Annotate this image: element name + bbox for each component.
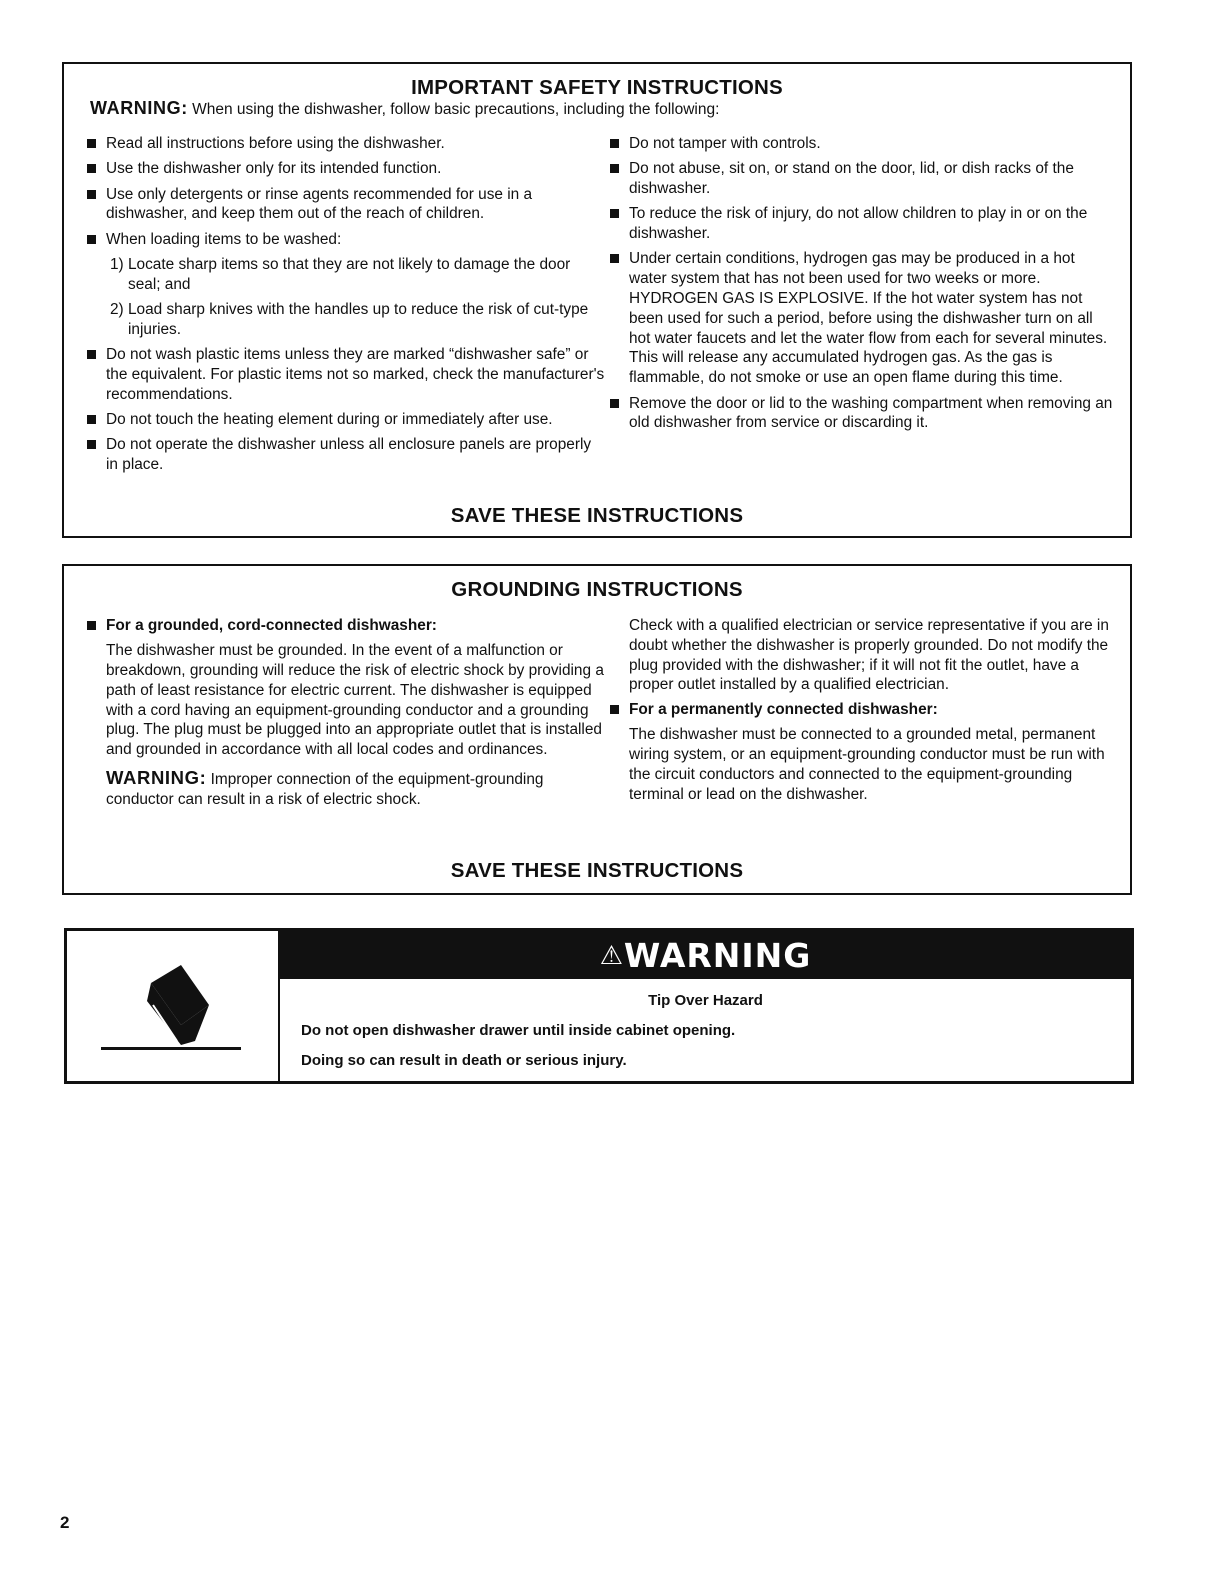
grounding-right-column [609, 616, 1114, 810]
warning-header-text: WARNING [623, 936, 812, 975]
cord-heading: For a grounded, cord-connected dishwasher: [106, 617, 437, 634]
list-item [609, 700, 1114, 720]
bullet-icon [610, 209, 619, 218]
grounding-instructions-box [62, 564, 1132, 895]
list-item: Do not operate the dishwasher unless all enclosure panels are properly in place. [86, 435, 606, 475]
sub-list-item: 2) Load sharp knives with the handles up to reduce the risk of cut-type injuries. [110, 301, 589, 338]
warning-triangle-icon: ⚠ [599, 941, 624, 971]
bullet-icon [87, 350, 96, 359]
safety-left-column [86, 134, 606, 480]
safety-instructions-box [62, 62, 1132, 538]
list-item: When loading items to be washed: [86, 230, 606, 250]
grounding-warning-text: Improper connection of the equipment-grounding conductor can result in a risk of electric shock. [106, 771, 544, 808]
tip-over-line-2: Doing so can result in death or serious injury. [301, 1052, 627, 1069]
bullet-icon [87, 415, 96, 424]
safety-save-instructions: SAVE THESE INSTRUCTIONS [450, 504, 744, 527]
bullet-icon [87, 621, 96, 630]
safety-warning-text: When using the dishwasher, follow basic precautions, including the following: [187, 101, 720, 118]
safety-right-column [609, 134, 1114, 439]
bullet-icon [87, 235, 96, 244]
grounding-left-column [86, 616, 606, 815]
bullet-icon [87, 440, 96, 449]
bullet-icon [610, 254, 619, 263]
list-item: Do not abuse, sit on, or stand on the door, lid, or dish racks of the dishwasher. [609, 159, 1114, 199]
list-item: Do not tamper with controls. [609, 134, 1114, 154]
list-item: Remove the door or lid to the washing compartment when removing an old dishwasher from service or discarding it. [609, 394, 1114, 434]
bullet-icon [610, 705, 619, 714]
warning-icon-cell [67, 931, 280, 1081]
safety-warning-lead: WARNING: [90, 98, 188, 118]
warning-header [280, 931, 1131, 979]
bullet-icon [87, 139, 96, 148]
bullet-icon [610, 139, 619, 148]
grounding-warning [86, 768, 606, 810]
list-item: Read all instructions before using the dishwasher. [86, 134, 606, 154]
perm-heading: For a permanently connected dishwasher: [629, 701, 938, 719]
grounding-save-instructions: SAVE THESE INSTRUCTIONS [450, 859, 744, 882]
bullet-icon [610, 399, 619, 408]
list-item [86, 616, 606, 636]
grounding-title: GROUNDING INSTRUCTIONS [451, 578, 743, 601]
bullet-icon [87, 164, 96, 173]
tip-over-hazard-icon [67, 931, 278, 1081]
list-item: Do not wash plastic items unless they are marked “dishwasher safe” or the equivalent. For plastic items not so marked, check the manufacturer's recommendations. [86, 345, 606, 404]
list-item: Use only detergents or rinse agents recommended for use in a dishwasher, and keep them out of the reach of children. [86, 185, 606, 225]
cord-paragraph: The dishwasher must be grounded. In the event of a malfunction or breakdown, grounding will reduce the risk of electric shock by providing a path of least resistance for electric current. The dishwasher is equipped with a cord having an equipment-grounding conductor and a grounding plug. The plug must be plugged into an appropriate outlet that is installed and grounded in accordance with all local codes and ordinances. [106, 642, 604, 759]
bullet-icon [610, 164, 619, 173]
perm-paragraph: The dishwasher must be connected to a grounded metal, permanent wiring system, or an equipment-grounding conductor must be run with the circuit conductors and connected to the equipment-grounding terminal or lead on the dishwasher. [629, 726, 1105, 803]
tip-over-title: Tip Over Hazard [648, 992, 763, 1009]
list-item: Under certain conditions, hydrogen gas may be produced in a hot water system that has not been used for two weeks or more. HYDROGEN GAS IS EXPLOSIVE. If the hot water system has not been used for such a period, before using the dishwasher turn on all hot water faucets and let the water flow from each for several minutes. This will release any accumulated hydrogen gas. As the gas is flammable, do not smoke or use an open flame during this time. [609, 249, 1114, 388]
list-item: Do not touch the heating element during or immediately after use. [86, 410, 606, 430]
bullet-icon [87, 190, 96, 199]
safety-title: IMPORTANT SAFETY INSTRUCTIONS [411, 76, 783, 99]
page-number: 2 [60, 1513, 70, 1532]
list-item: To reduce the risk of injury, do not allow children to play in or on the dishwasher. [609, 204, 1114, 244]
list-item: Use the dishwasher only for its intended function. [86, 159, 606, 179]
grounding-warning-lead: WARNING: [106, 767, 207, 789]
tip-over-line-1: Do not open dishwasher drawer until inside cabinet opening. [301, 1022, 736, 1039]
safety-warning [90, 98, 719, 119]
tip-over-warning-box [64, 928, 1134, 1084]
sub-list-item: 1) Locate sharp items so that they are not likely to damage the door seal; and [110, 255, 571, 293]
check-paragraph: Check with a qualified electrician or service representative if you are in doubt whether the dishwasher is properly grounded. Do not modify the plug provided with the dishwasher; if it will not fit the outlet, have a proper outlet installed by a qualified electrician. [629, 617, 1109, 694]
